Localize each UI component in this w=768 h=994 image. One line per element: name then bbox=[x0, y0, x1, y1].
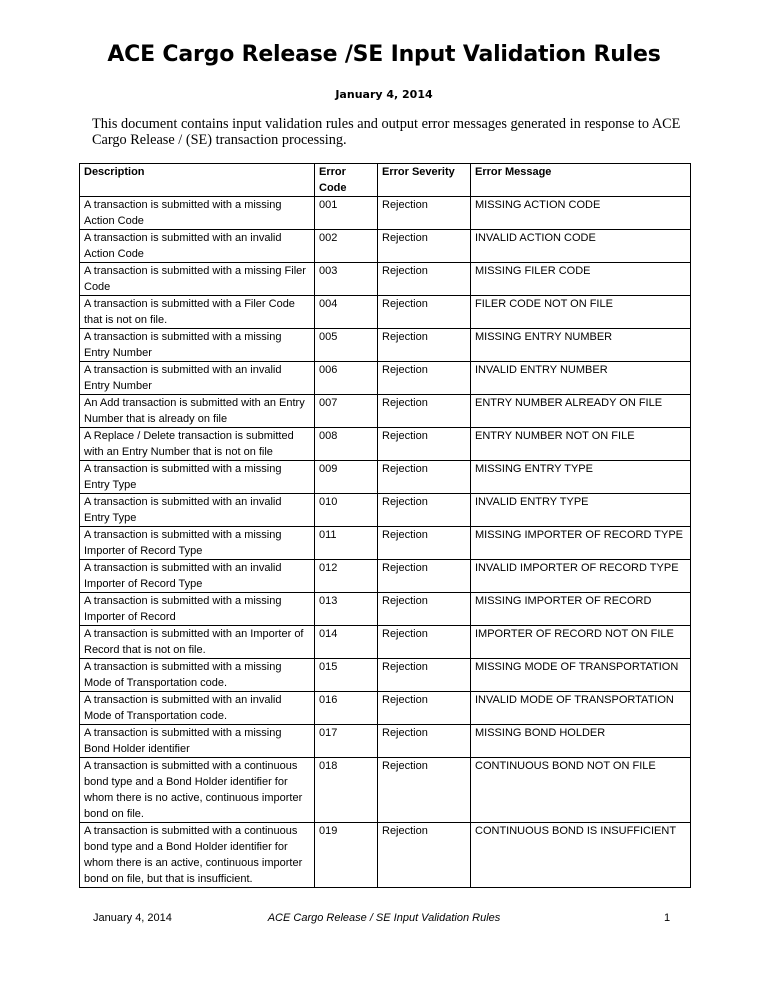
header-error-severity: Error Severity bbox=[378, 164, 471, 197]
cell-error-code: 005 bbox=[315, 329, 378, 362]
cell-error-code: 001 bbox=[315, 197, 378, 230]
table-row bbox=[80, 626, 691, 659]
footer-title: ACE Cargo Release / SE Input Validation Rules bbox=[267, 912, 501, 924]
cell-error-code: 009 bbox=[315, 461, 378, 494]
cell-error-message: MISSING MODE OF TRANSPORTATION bbox=[471, 659, 691, 692]
cell-error-message: MISSING FILER CODE bbox=[471, 263, 691, 296]
table-row bbox=[80, 263, 691, 296]
cell-description: A transaction is submitted with a missing Action Code bbox=[80, 197, 315, 230]
cell-description: A transaction is submitted with a continuous bond type and a Bond Holder identifier for whom there is no active, continuous importer bond on file. bbox=[80, 758, 315, 823]
cell-error-message: INVALID ACTION CODE bbox=[471, 230, 691, 263]
cell-description: A transaction is submitted with a continuous bond type and a Bond Holder identifier for whom there is an active, continuous importer bond on file, but that is insufficient. bbox=[80, 823, 315, 888]
cell-error-message: IMPORTER OF RECORD NOT ON FILE bbox=[471, 626, 691, 659]
cell-error-code: 006 bbox=[315, 362, 378, 395]
cell-error-severity: Rejection bbox=[378, 461, 471, 494]
cell-error-code: 007 bbox=[315, 395, 378, 428]
table-row bbox=[80, 725, 691, 758]
cell-description: A transaction is submitted with an invalid Entry Number bbox=[80, 362, 315, 395]
table-row bbox=[80, 296, 691, 329]
table-header-row bbox=[80, 164, 691, 197]
cell-error-severity: Rejection bbox=[378, 527, 471, 560]
cell-error-message: CONTINUOUS BOND IS INSUFFICIENT bbox=[471, 823, 691, 888]
cell-error-severity: Rejection bbox=[378, 263, 471, 296]
table-row bbox=[80, 197, 691, 230]
cell-description: A transaction is submitted with a Filer Code that is not on file. bbox=[80, 296, 315, 329]
cell-description: A transaction is submitted with a missing Importer of Record bbox=[80, 593, 315, 626]
cell-description: A transaction is submitted with an Importer of Record that is not on file. bbox=[80, 626, 315, 659]
table-row bbox=[80, 428, 691, 461]
cell-description: A transaction is submitted with a missing Bond Holder identifier bbox=[80, 725, 315, 758]
page-number: 1 bbox=[664, 912, 671, 924]
cell-error-message: MISSING IMPORTER OF RECORD TYPE bbox=[471, 527, 691, 560]
cell-error-code: 008 bbox=[315, 428, 378, 461]
table-body bbox=[80, 197, 691, 888]
intro-paragraph: This document contains input validation rules and output error messages generated in response to ACE Cargo Release / (SE) transaction processing. bbox=[92, 116, 681, 148]
table-row bbox=[80, 692, 691, 725]
cell-error-code: 012 bbox=[315, 560, 378, 593]
cell-description: A transaction is submitted with an invalid Entry Type bbox=[80, 494, 315, 527]
cell-error-severity: Rejection bbox=[378, 362, 471, 395]
cell-error-message: ENTRY NUMBER ALREADY ON FILE bbox=[471, 395, 691, 428]
cell-error-severity: Rejection bbox=[378, 758, 471, 823]
table-row bbox=[80, 494, 691, 527]
cell-error-message: MISSING ACTION CODE bbox=[471, 197, 691, 230]
cell-error-severity: Rejection bbox=[378, 560, 471, 593]
cell-error-code: 003 bbox=[315, 263, 378, 296]
cell-description: A transaction is submitted with a missing Importer of Record Type bbox=[80, 527, 315, 560]
cell-error-severity: Rejection bbox=[378, 659, 471, 692]
cell-error-message: MISSING ENTRY NUMBER bbox=[471, 329, 691, 362]
cell-error-code: 017 bbox=[315, 725, 378, 758]
cell-error-severity: Rejection bbox=[378, 230, 471, 263]
cell-error-severity: Rejection bbox=[378, 494, 471, 527]
cell-description: A transaction is submitted with a missing Entry Type bbox=[80, 461, 315, 494]
cell-error-severity: Rejection bbox=[378, 593, 471, 626]
cell-error-severity: Rejection bbox=[378, 428, 471, 461]
cell-error-message: FILER CODE NOT ON FILE bbox=[471, 296, 691, 329]
footer-date: January 4, 2014 bbox=[93, 912, 172, 924]
cell-error-code: 004 bbox=[315, 296, 378, 329]
cell-error-message: INVALID ENTRY TYPE bbox=[471, 494, 691, 527]
cell-error-message: INVALID MODE OF TRANSPORTATION bbox=[471, 692, 691, 725]
table-row bbox=[80, 230, 691, 263]
table-row bbox=[80, 659, 691, 692]
table-row bbox=[80, 823, 691, 888]
cell-error-code: 011 bbox=[315, 527, 378, 560]
cell-error-message: INVALID ENTRY NUMBER bbox=[471, 362, 691, 395]
cell-description: A Replace / Delete transaction is submitted with an Entry Number that is not on file bbox=[80, 428, 315, 461]
cell-error-message: MISSING ENTRY TYPE bbox=[471, 461, 691, 494]
cell-description: A transaction is submitted with an invalid Importer of Record Type bbox=[80, 560, 315, 593]
cell-error-message: MISSING BOND HOLDER bbox=[471, 725, 691, 758]
header-error-message: Error Message bbox=[471, 164, 691, 197]
cell-error-severity: Rejection bbox=[378, 692, 471, 725]
cell-error-severity: Rejection bbox=[378, 395, 471, 428]
header-error-code: Error Code bbox=[315, 164, 378, 197]
cell-error-severity: Rejection bbox=[378, 823, 471, 888]
header-description: Description bbox=[80, 164, 315, 197]
table-row bbox=[80, 560, 691, 593]
table-row bbox=[80, 593, 691, 626]
document-title: ACE Cargo Release /SE Input Validation Rules bbox=[107, 42, 661, 67]
table-row bbox=[80, 395, 691, 428]
cell-error-code: 013 bbox=[315, 593, 378, 626]
table-row bbox=[80, 461, 691, 494]
validation-rules-table bbox=[79, 163, 691, 888]
document-date: January 4, 2014 bbox=[335, 88, 433, 101]
cell-error-code: 016 bbox=[315, 692, 378, 725]
cell-description: An Add transaction is submitted with an Entry Number that is already on file bbox=[80, 395, 315, 428]
cell-description: A transaction is submitted with a missing Filer Code bbox=[80, 263, 315, 296]
table-row bbox=[80, 362, 691, 395]
table-row bbox=[80, 527, 691, 560]
cell-error-severity: Rejection bbox=[378, 296, 471, 329]
cell-error-code: 002 bbox=[315, 230, 378, 263]
cell-error-code: 018 bbox=[315, 758, 378, 823]
cell-error-code: 010 bbox=[315, 494, 378, 527]
table-row bbox=[80, 329, 691, 362]
cell-error-severity: Rejection bbox=[378, 197, 471, 230]
cell-error-code: 014 bbox=[315, 626, 378, 659]
cell-error-severity: Rejection bbox=[378, 626, 471, 659]
cell-error-message: CONTINUOUS BOND NOT ON FILE bbox=[471, 758, 691, 823]
cell-error-message: INVALID IMPORTER OF RECORD TYPE bbox=[471, 560, 691, 593]
cell-error-severity: Rejection bbox=[378, 725, 471, 758]
cell-error-code: 019 bbox=[315, 823, 378, 888]
cell-description: A transaction is submitted with an invalid Mode of Transportation code. bbox=[80, 692, 315, 725]
cell-description: A transaction is submitted with a missing Entry Number bbox=[80, 329, 315, 362]
cell-description: A transaction is submitted with a missing Mode of Transportation code. bbox=[80, 659, 315, 692]
cell-error-code: 015 bbox=[315, 659, 378, 692]
cell-error-severity: Rejection bbox=[378, 329, 471, 362]
table-row bbox=[80, 758, 691, 823]
cell-error-message: MISSING IMPORTER OF RECORD bbox=[471, 593, 691, 626]
cell-description: A transaction is submitted with an invalid Action Code bbox=[80, 230, 315, 263]
cell-error-message: ENTRY NUMBER NOT ON FILE bbox=[471, 428, 691, 461]
